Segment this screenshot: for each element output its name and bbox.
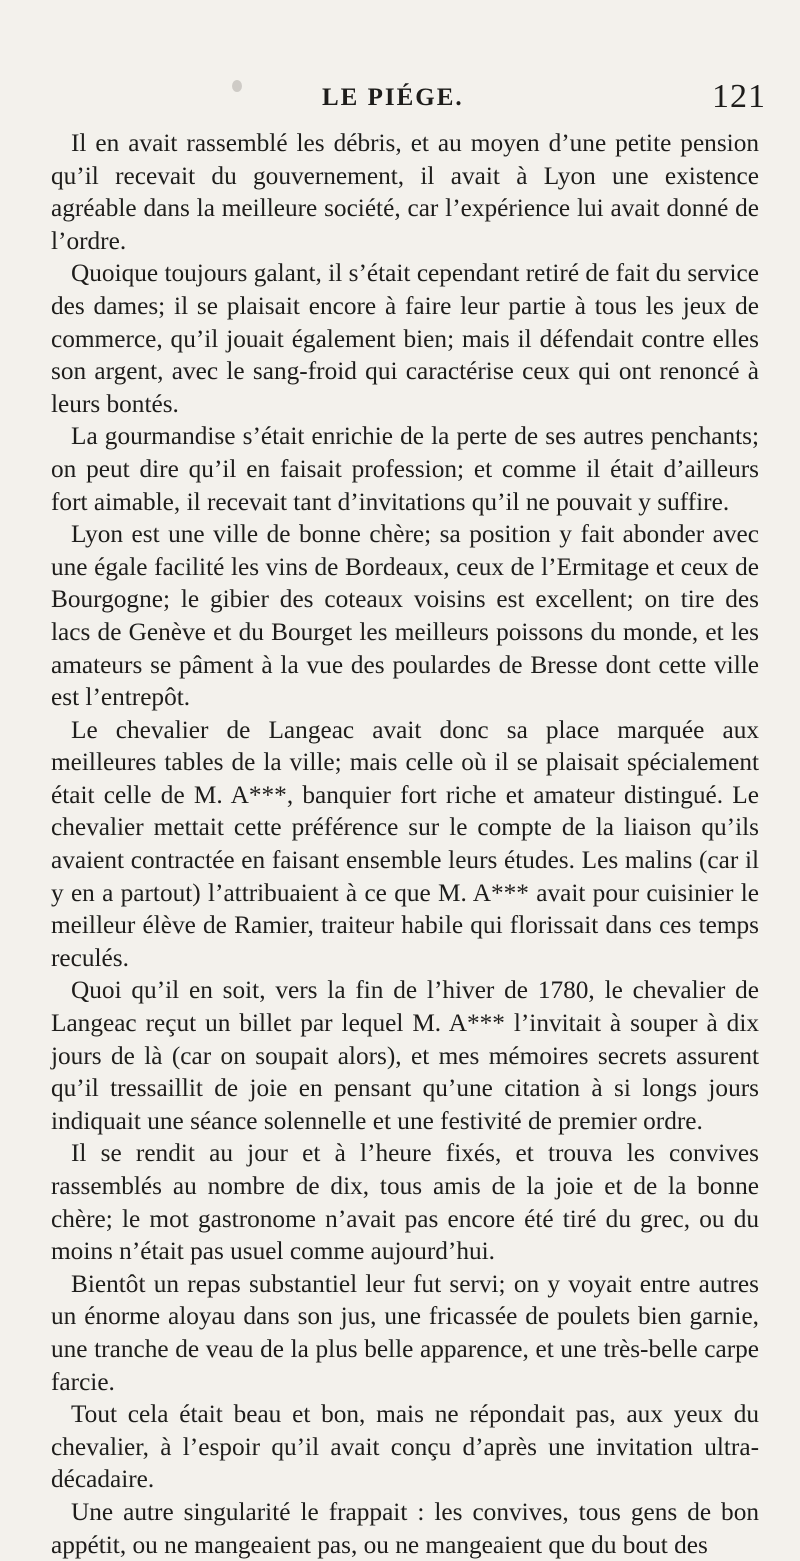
paragraph: Quoique toujours galant, il s’était cependant retiré de fait du service des dames; il se plaisait encore à faire leur partie à tous les jeux de commerce, qu’il jouait également bien; mais il défendait contre elles son argent, avec le sang-froid qui caractérise ceux qui ont renoncé à leurs bontés. (51, 259, 759, 418)
paragraph: Lyon est une ville de bonne chère; sa position y fait abonder avec une égale facilité les vins de Bordeaux, ceux de l’Ermitage et ceux de Bourgogne; le gibier des coteaux voisins est excellent; on tire des lacs de Genève et du Bourget les meilleurs poissons du monde, et les amateurs se pâment à la vue des poulardes de Bresse dont cette ville est l’entrepôt. (51, 520, 759, 712)
paragraph: Le chevalier de Langeac avait donc sa place marquée aux meilleures tables de la ville; mais celle où il se plaisait spécialement était celle de M. A***, banquier fort riche et amateur distingué. Le chevalier mettait cette préférence sur le compte de la liaison qu’ils avaient contractée en faisant ensemble leurs études. Les malins (car il y en a partout) l’attribuaient à ce que M. A*** avait pour cuisinier le meilleur élève de Ramier, traiteur habile qui florissait dans ces temps reculés. (51, 715, 759, 972)
paragraph: Il en avait rassemblé les débris, et au moyen d’une petite pension qu’il recevait du gouvernement, il avait à Lyon une existence agréable dans la meilleure société, car l’expérience lui avait donné de l’ordre. (51, 129, 759, 255)
paragraph: La gourmandise s’était enrichie de la perte de ses autres penchants; on peut dire qu’il en faisait profession; et comme il était d’ailleurs fort aimable, il recevait tant d’invitations qu’il ne pouvait y suffire. (51, 422, 759, 516)
body-text (51, 127, 759, 1561)
ink-smudge (232, 80, 242, 92)
running-title: LE PIÉGE. (322, 84, 464, 111)
paragraph: Bientôt un repas substantiel leur fut servi; on y voyait entre autres un énorme aloyau dans son jus, une fricassée de poulets bien garnie, une tranche de veau de la plus belle apparence, et une très-belle carpe farcie. (51, 1269, 759, 1396)
paragraph: Il se rendit au jour et à l’heure fixés, et trouva les convives rassemblés au nombre de dix, tous amis de la joie et de la bonne chère; le mot gastronome n’avait pas encore été tiré du grec, ou du moins n’était pas usuel comme aujourd’hui. (51, 1139, 759, 1266)
paragraph: Tout cela était beau et bon, mais ne répondait pas, aux yeux du chevalier, à l’espoir qu’il avait conçu d’après une invitation ultra-décadaire. (51, 1400, 759, 1494)
page-number: 121 (712, 78, 766, 115)
paragraph: Quoi qu’il en soit, vers la fin de l’hiver de 1780, le chevalier de Langeac reçut un billet par lequel M. A*** l’invitait à souper à dix jours de là (car on soupait alors), et mes mémoires secrets assurent qu’il tressaillit de joie en pensant qu’une citation à si longs jours indiquait une séance solennelle et une festivité de premier ordre. (51, 976, 759, 1135)
page-header (0, 78, 800, 128)
paragraph: Une autre singularité le frappait : les convives, tous gens de bon appétit, ou ne mangeaient pas, ou ne mangeaient que du bout des (51, 1497, 759, 1559)
